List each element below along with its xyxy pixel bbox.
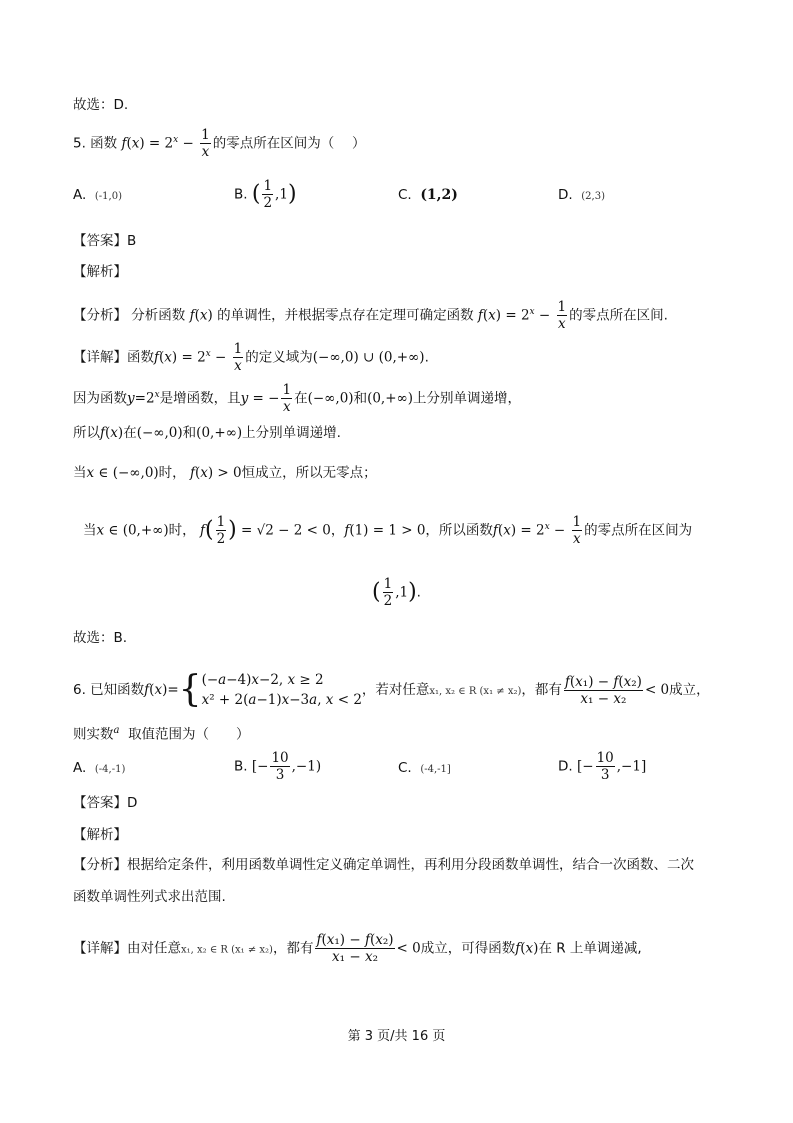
question-6-line2: 则实数$^a$ 取值范围为（ ）: [73, 725, 250, 743]
page-footer: 第 3 页/共 16 页: [347, 1029, 446, 1044]
fenxi-6-b: 函数单调性列式求出范围.: [73, 889, 226, 905]
when-positive: 当x ∈ (0,+∞)时， f( $\frac{1}{2}$ ) = √2 − 2 < 0，f(1) = 1 > 0，所以函数$f(x) = 2^x$ − $\frac{1}{x}$ 的零点所在区间为: [83, 514, 693, 547]
interval-result: ( $\frac{1}{2}$ ,1).: [372, 576, 421, 609]
fenxi-5: 【分析】 分析函数 f(x) 的单调性，并根据零点存在定理可确定函数 $f(x) = 2^x$ − $\frac{1}{x}$ 的零点所在区间.: [73, 299, 668, 332]
q5-option-a: A. (-1,0): [73, 187, 122, 203]
q5-option-b: B. ( $\frac{1}{2}$ ,1): [234, 178, 297, 211]
question-5: 5. 函数 $f(x) = 2^x$ − $\frac{1}{x}$ 的零点所在区间为（ ）: [73, 127, 366, 160]
q5-option-d: D. (2,3): [558, 187, 605, 203]
so-line: 所以f(x)在(−∞,0)和(0,+∞)上分别单调递增.: [73, 425, 341, 441]
choose-b: 故选：B.: [73, 630, 128, 646]
xiangjie-6: 【详解】由对任意x₁, x₂ ∈ R (x₁ ≠ x₂)，都有 $\frac{\text{f(x₁) − f(x₂)}}{\text{x₁ − x₂}}$ < 0成立，可得函数f(x)在 R 上单调递减,: [73, 932, 642, 965]
text-line: 故选：D.: [73, 97, 129, 113]
when-negative: 当x ∈ (−∞,0)时， f(x) > 0恒成立，所以无零点；: [73, 465, 377, 481]
xiangjie-5: 【详解】函数$f(x) = 2^x$ − $\frac{1}{x}$ 的定义域为(−∞,0) ∪ (0,+∞).: [73, 341, 429, 374]
analysis-6: 【解析】: [73, 827, 127, 843]
q6-option-a: A. (-4,-1): [73, 760, 126, 776]
q6-option-d: D. [− $\frac{10}{3}$ ,−1]: [558, 750, 647, 783]
answer-6: 【答案】D: [73, 795, 138, 811]
q6-option-c: C. (-4,-1]: [398, 760, 451, 776]
q6-option-b: B. [− $\frac{10}{3}$ ,−1): [234, 750, 322, 783]
because-line: 因为函数$y=2^x$是增函数，且y = − $\frac{1}{x}$ 在(−∞,0)和(0,+∞)上分别单调递增，: [73, 382, 522, 415]
question-6: 6. 已知函数f(x)={ (−a−4)x−2, x ≥ 2 x² + 2(a−1)x−3a, x < 2 ，若对任意x₁, x₂ ∈ R (x₁ ≠ x₂)，都有 $\frac{\text{f(x₁) − f(x₂)}}{\text{x₁ − x₂}}$ < 0成立，: [73, 669, 710, 710]
fenxi-6-a: 【分析】根据给定条件，利用函数单调性定义确定单调性，再利用分段函数单调性，结合一次函数、二次: [73, 857, 694, 873]
answer-5: 【答案】B: [73, 233, 137, 249]
analysis-5: 【解析】: [73, 264, 127, 280]
q5-option-c: C. (1,2): [398, 187, 458, 203]
